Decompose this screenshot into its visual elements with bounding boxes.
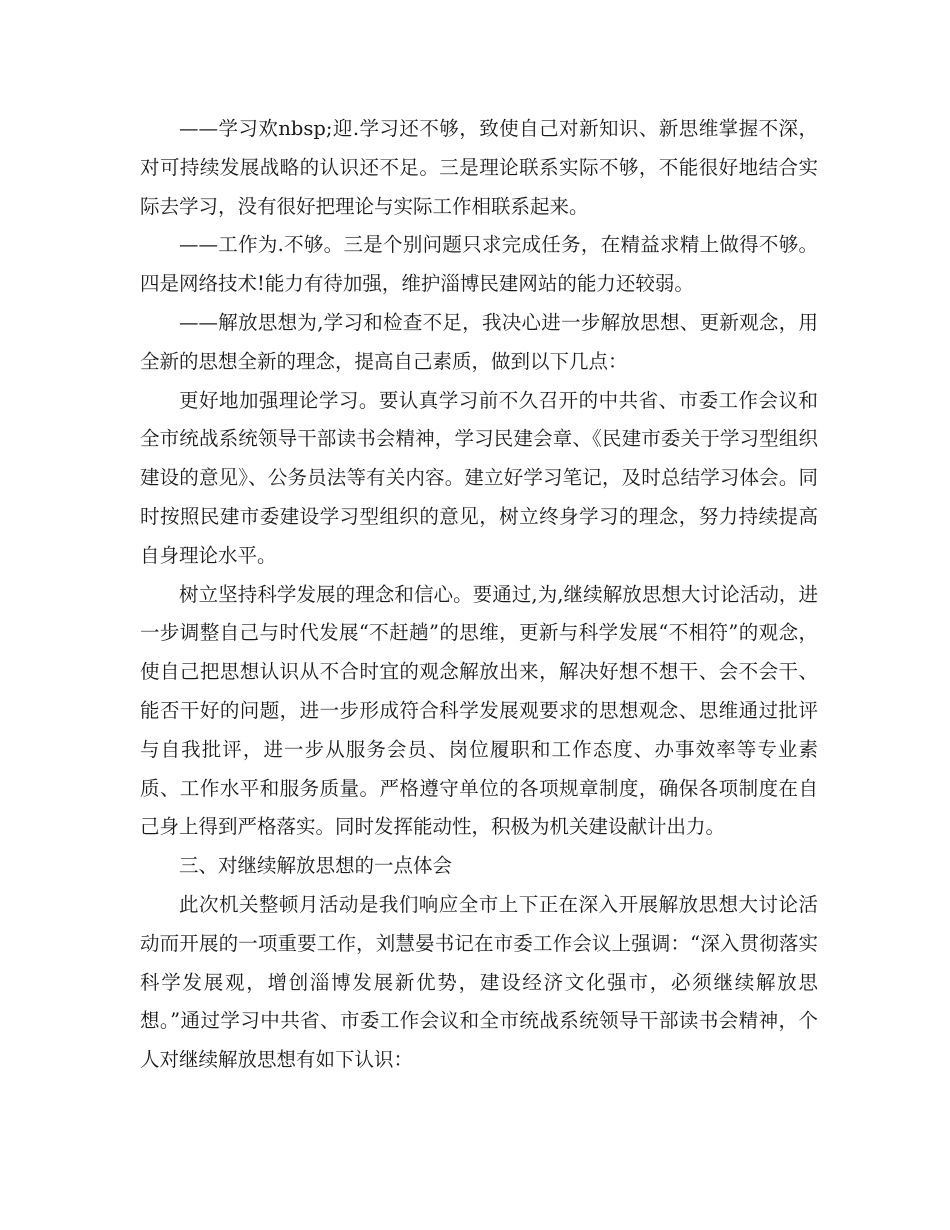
paragraph-theory-study: 更好地加强理论学习。要认真学习前不久召开的中共省、市委工作会议和全市统战系统领导干部读书会精神，学习民建会章、《民建市委关于学习型组织建设的意见》、公务员法等有关内容。建立好学习笔记，及时总结学习体会。同时按照民建市委建设学习型组织的意见，树立终身学习的理念，努力持续提高自身理论水平。	[140, 388, 818, 567]
paragraph-rectification: 此次机关整顿月活动是我们响应全市上下正在深入开展解放思想大讨论活动而开展的一项重要工作，刘慧晏书记在市委工作会议上强调：“深入贯彻落实科学发展观，增创淄博发展新优势，建设经济文化强市，必须继续解放思想。”通过学习中共省、市委工作会议和全市统战系统领导干部读书会精神，个人对继续解放思想有如下认识：	[140, 892, 818, 1072]
paragraph-work: ——工作为.不够。三是个别问题只求完成任务，在精益求精上做得不够。四是网络技术!能力有待加强，维护淄博民建网站的能力还较弱。	[140, 233, 818, 296]
document-page	[140, 110, 818, 1080]
paragraph-study: ——学习欢nbsp;迎.学习还不够，致使自己对新知识、新思维掌握不深，对可持续发展战略的认识还不足。三是理论联系实际不够，不能很好地结合实际去学习，没有很好把理论与实际工作相联系起来。	[140, 117, 818, 218]
paragraph-emancipation: ——解放思想为,学习和检查不足，我决心进一步解放思想、更新观念，用全新的思想全新的理念，提高自己素质，做到以下几点：	[140, 310, 818, 373]
section-heading-three: 三、对继续解放思想的一点体会	[179, 854, 453, 878]
paragraph-scientific-development: 树立坚持科学发展的理念和信心。要通过,为,继续解放思想大讨论活动，进一步调整自己与时代发展“不赶趟”的思维，更新与科学发展“不相符”的观念，使自己把思想认识从不合时宜的观念解放出来，解决好想不想干、会不会干、能否干好的问题，进一步形成符合科学发展观要求的思想观念、思维通过批评与自我批评，进一步从服务会员、岗位履职和工作态度、办事效率等专业素质、工作水平和服务质量。严格遵守单位的各项规章制度，确保各项制度在自己身上得到严格落实。同时发挥能动性，积极为机关建设献计出力。	[140, 582, 818, 839]
